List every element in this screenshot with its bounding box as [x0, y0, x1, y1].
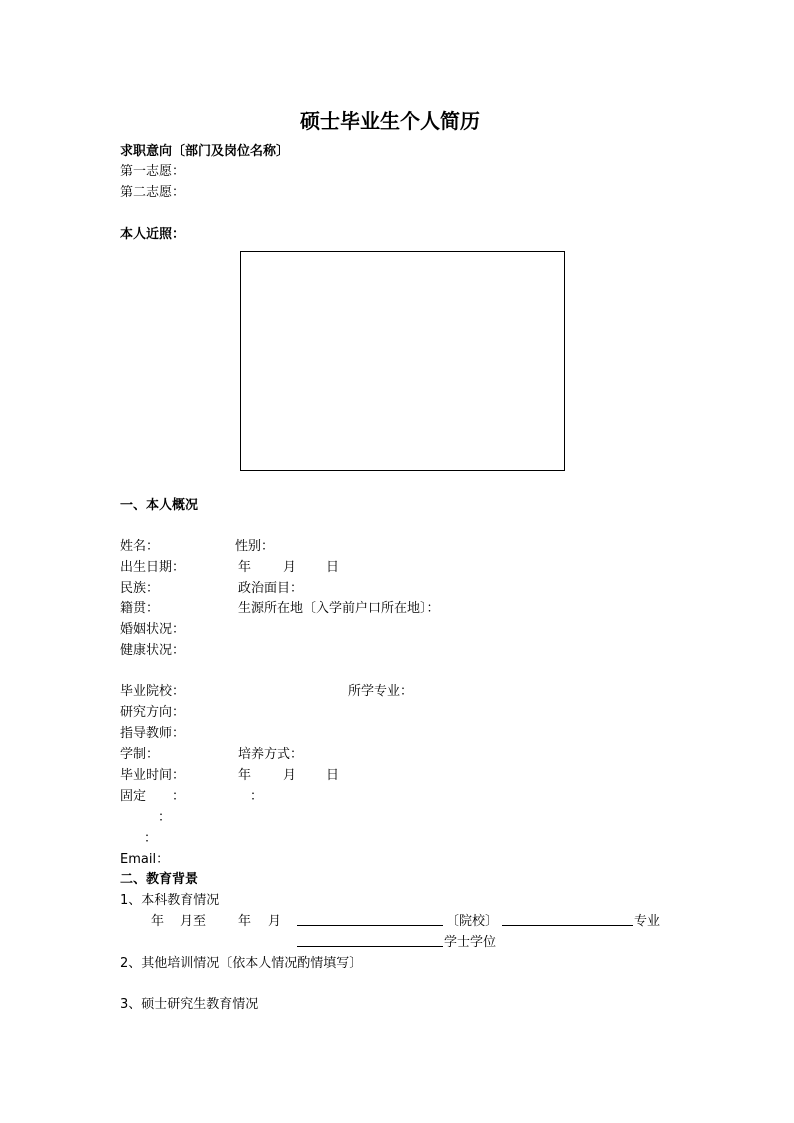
- degree-blank-line: [297, 946, 443, 947]
- marital-status-label: 婚姻状况：: [120, 622, 186, 637]
- political-status-label: 政治面目：: [238, 581, 304, 596]
- address-colon: ：: [144, 831, 158, 846]
- fixed-phone-colon: ：: [172, 789, 186, 804]
- email-label: Email：: [120, 852, 170, 867]
- photo-frame: [240, 251, 565, 471]
- health-status-label: 健康状况：: [120, 643, 186, 658]
- photo-label: 本人近照：: [120, 227, 186, 242]
- first-choice-label: 第一志愿：: [120, 164, 186, 179]
- undergrad-end-year: 年: [238, 914, 252, 929]
- section-education-heading: 二、教育背景: [120, 872, 199, 887]
- birth-month-label: 月: [283, 560, 297, 575]
- school-blank-line: [297, 925, 443, 926]
- fixed-phone-colon-2: ：: [250, 789, 264, 804]
- birth-day-label: 日: [326, 560, 340, 575]
- mobile-colon: ：: [158, 810, 172, 825]
- name-label: 姓名：: [120, 539, 160, 554]
- research-direction-label: 研究方向：: [120, 705, 186, 720]
- source-location-label: 生源所在地〔入学前户口所在地〕：: [238, 601, 440, 616]
- native-place-label: 籍贯：: [120, 601, 160, 616]
- second-choice-label: 第二志愿：: [120, 185, 186, 200]
- undergrad-end-month: 月: [268, 914, 282, 929]
- gender-label: 性别：: [235, 539, 275, 554]
- graduate-school-label: 毕业院校：: [120, 684, 186, 699]
- page-title: 硕士毕业生个人简历: [300, 109, 480, 133]
- other-training-heading: 2、其他培训情况〔依本人情况酌情填写〕: [120, 956, 363, 971]
- advisor-label: 指导教师：: [120, 726, 186, 741]
- graduation-day-label: 日: [326, 768, 340, 783]
- school-paren-label: 〔院校〕: [446, 914, 499, 929]
- birth-date-label: 出生日期：: [120, 560, 186, 575]
- bachelor-degree-label: 学士学位: [444, 935, 497, 950]
- graduation-time-label: 毕业时间：: [120, 768, 186, 783]
- major-word-label: 专业: [634, 914, 661, 929]
- fixed-phone-label: 固定: [120, 789, 147, 804]
- undergrad-start-month: 月至: [180, 914, 207, 929]
- undergrad-start-year: 年: [151, 914, 165, 929]
- job-intent-heading: 求职意向〔部门及岗位名称〕: [120, 144, 290, 159]
- study-duration-label: 学制：: [120, 747, 160, 762]
- major-label: 所学专业：: [348, 684, 414, 699]
- graduation-year-label: 年: [238, 768, 252, 783]
- birth-year-label: 年: [238, 560, 252, 575]
- section-overview-heading: 一、本人概况: [120, 498, 199, 513]
- training-mode-label: 培养方式：: [238, 747, 304, 762]
- major-blank-line: [502, 925, 633, 926]
- graduation-month-label: 月: [283, 768, 297, 783]
- undergrad-heading: 1、本科教育情况: [120, 893, 220, 908]
- ethnicity-label: 民族：: [120, 581, 160, 596]
- master-education-heading: 3、硕士研究生教育情况: [120, 997, 259, 1012]
